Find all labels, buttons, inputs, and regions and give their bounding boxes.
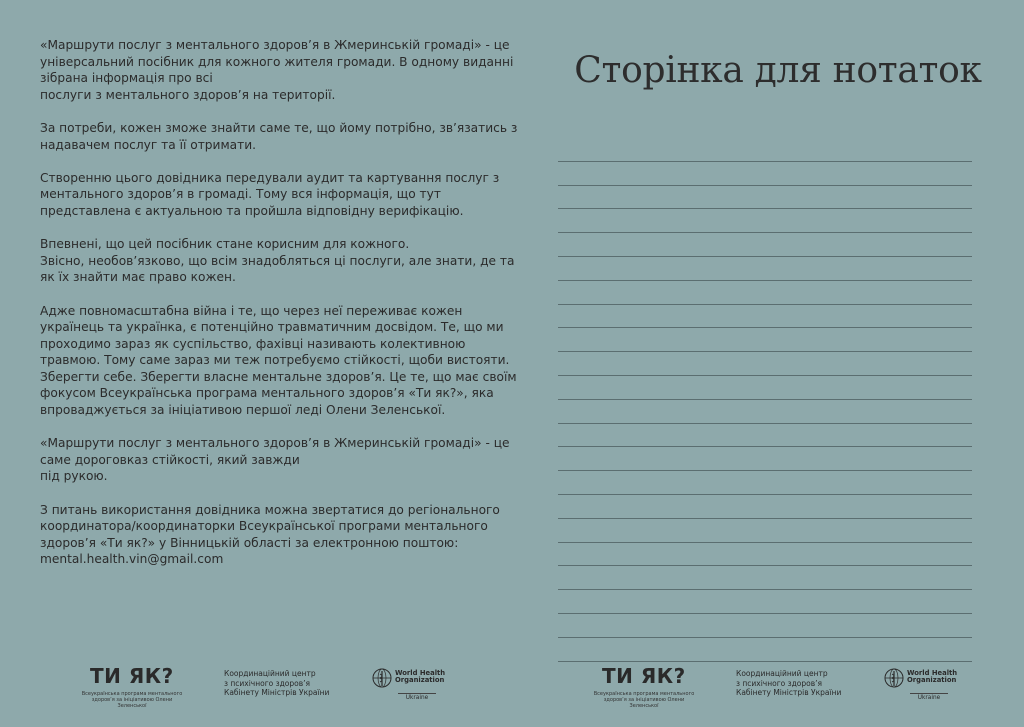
note-line [558,495,972,519]
center-line-1: Координаційний центр [736,669,828,678]
note-line [558,543,972,567]
note-line [558,566,972,590]
text-line: ментального здоров’я в громаді. Тому вся інформація, що тут [40,187,441,202]
note-line [558,138,972,162]
note-line [558,186,972,210]
coordination-center-label [736,669,856,698]
text-line: травмою. Тому саме зараз ми теж потребуємо стійкості, щоби вистояти. [40,353,510,368]
who-country: Ukraine [398,693,436,701]
tyak-logo: ТИ ЯК? [90,664,174,688]
note-line [558,614,972,638]
who-emblem-icon [372,668,392,688]
center-line-2: з психічного здоров’я [736,678,823,688]
note-line [558,257,972,281]
note-line [558,162,972,186]
text-line: під рукою. [40,469,108,484]
paragraph-gap [40,153,480,170]
text-line: проходимо зараз як суспільство, фахівці називають колективною [40,336,466,351]
note-line [558,424,972,448]
note-line [558,352,972,376]
note-line [558,638,972,662]
center-line-2: з психічного здоров’я [224,678,311,688]
text-line: українець та українка, є потенційно травматичним досвідом. Те, що ми [40,320,504,335]
text-line: «Маршрути послуг з ментального здоров’я в Жмеринській громаді» - це [40,38,510,52]
text-line: саме дороговказ стійкості, який завжди [40,452,300,467]
footer-right [512,662,1024,709]
center-line-3: Кабінету Міністрів України [224,688,330,698]
who-emblem-icon [884,668,904,688]
text-line: З питань використання довідника можна звертатися до регіонального [40,502,500,517]
text-line: зібрана інформація про всі [40,71,213,86]
center-line-3: Кабінету Міністрів України [736,688,842,698]
text-line: універсальний посібник для кожного жителя громади. В одному виданні [40,54,514,69]
note-line [558,233,972,257]
intro-text [40,37,518,568]
note-lines [558,138,972,662]
note-line [558,209,972,233]
paragraph-gap [40,286,480,303]
who-country: Ukraine [910,693,948,701]
paragraph-gap [40,485,480,502]
paragraph-gap [40,103,480,120]
tyak-logo-block [590,664,698,709]
tyak-caption: Всеукраїнська програма ментального здоров’я за ініціативою Олени Зеленської [593,691,695,709]
text-line: представлена є актуальною та пройшла відповідну верифікацію. [40,203,464,218]
who-name: World Health Organization [395,669,446,685]
text-line: впроваджується за ініціативою першої леді Олени Зеленської. [40,403,446,418]
text-line: надавачем послуг та її отримати. [40,137,257,152]
note-line [558,519,972,543]
text-line: здоров’я «Ти як?» у Вінницькій області за електронною поштою: [40,535,459,550]
text-line: фокусом Всеукраїнська програма ментального здоров’я «Ти як?», яка [40,386,494,401]
paragraph-gap [40,419,480,436]
note-line [558,400,972,424]
notes-page-title: Сторінка для нотаток [574,50,982,91]
footer-left [0,662,512,709]
center-line-1: Координаційний центр [224,669,316,678]
tyak-logo: ТИ ЯК? [602,664,686,688]
paragraph-gap [40,220,480,237]
text-line: mental.health.vin@gmail.com [40,552,224,567]
note-line [558,281,972,305]
text-line: як їх знайти має право кожен. [40,270,236,285]
right-page [512,0,1024,727]
text-line: Звісно, необов’язково, що всім знадобляться ці послуги, але знати, де та [40,253,515,268]
text-line: Впевнені, що цей посібник стане корисним для кожного. [40,237,410,252]
note-line [558,376,972,400]
note-line [558,328,972,352]
text-line: Зберегти себе. Зберегти власне ментальне здоров’я. Це те, що має своїм [40,369,517,384]
note-line [558,471,972,495]
text-line: «Маршрути послуг з ментального здоров’я в Жмеринській громаді» - це [40,436,510,451]
note-line [558,305,972,329]
text-line: послуги з ментального здоров’я на території. [40,87,336,102]
note-line [558,590,972,614]
who-name: World Health Organization [907,669,958,685]
note-line [558,447,972,471]
tyak-logo-block [78,664,186,709]
coordination-center-label [224,669,344,698]
text-line: За потреби, кожен зможе знайти саме те, що йому потрібно, зв’язатись з [40,120,518,135]
text-line: координатора/координаторки Всеукраїнської програми ментального [40,519,488,534]
tyak-caption: Всеукраїнська програма ментального здоров’я за ініціативою Олени Зеленської [81,691,183,709]
text-line: Адже повномасштабна війна і те, що через неї переживає кожен [40,303,463,318]
text-line: Створенню цього довідника передували аудит та картування послуг з [40,170,500,185]
